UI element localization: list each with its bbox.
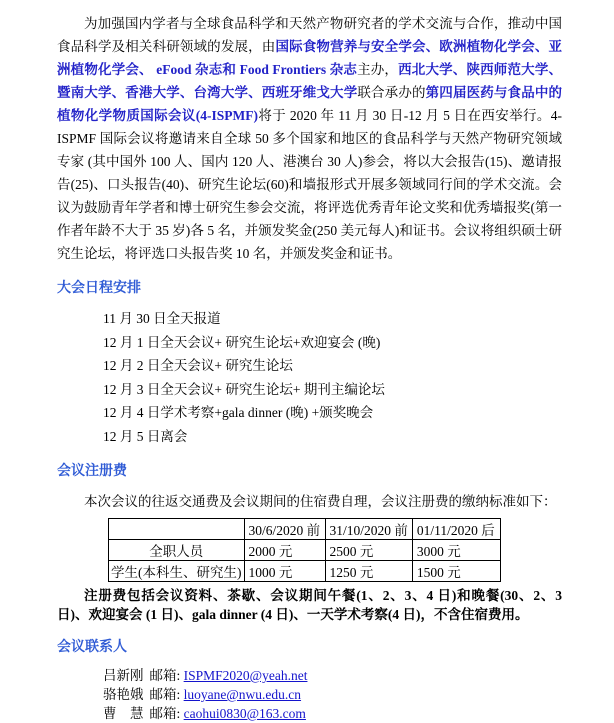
fees-table-header-row <box>109 519 501 540</box>
intro-segment: 第四届医药与食品中的植物化学物质国际会议(4-ISPMF) <box>57 85 563 123</box>
contact-email-label: 邮箱: <box>149 668 181 683</box>
registration-intro: 本次会议的往返交通费及会议期间的住宿费自理，会议注册费的缴纳标准如下： <box>84 494 557 509</box>
schedule-item: 12 月 5 日离会 <box>103 428 188 444</box>
fees-value-cell: 3000 元 <box>412 540 500 561</box>
fees-table-row <box>109 540 501 561</box>
intro-segment: 将于 2020 年 11 月 30 日-12 月 5 日在西安举行。4-ISPMF 国际会议将邀请来自全球 50 多个国家和地区的食品科学与天然产物研究领域专家 (其中国外 100 人、国内 120 人、港澳台 30 人)参会，将以大会报告(15)、邀请报告(25)、口头报告(40)、研究生论坛(60)和墙报形式开展多领域同行间的学术交流。会议为鼓励青年学者和博士研究生参会交流，将评选优秀青年论文奖和优秀墙报奖(第一作者年龄不大于 35 岁)各 5 名，并颁发奖金(250 美元每人)和证书。会议将组织硕士研究生论坛，将评选口头报告奖 10 名，并颁发奖金和证书。 <box>57 108 563 261</box>
contact-name: 吕新刚 <box>103 668 144 683</box>
schedule-item: 12 月 1 日全天会议+ 研究生论坛+欢迎宴会 (晚) <box>103 334 381 350</box>
fees-value-cell: 2000 元 <box>244 540 325 561</box>
fees-row-label: 全职人员 <box>109 540 245 561</box>
schedule-list <box>103 307 562 448</box>
contact-email-link[interactable]: luoyane@nwu.edu.cn <box>183 687 302 702</box>
schedule-item: 12 月 4 日学术考察+gala dinner (晚) +颁奖晚会 <box>103 405 374 420</box>
schedule-item: 12 月 2 日全天会议+ 研究生论坛 <box>103 358 293 373</box>
contact-email-label: 邮箱: <box>149 687 181 702</box>
fees-table-header-cell: 30/6/2020 前 <box>244 519 325 540</box>
fees-table-header-cell <box>109 519 245 540</box>
contact-name: 曹 慧 <box>103 706 144 721</box>
intro-paragraph <box>57 12 562 265</box>
contact-name: 骆艳娥 <box>103 687 144 702</box>
intro-segment: 为加强国内学者与全球食品科学和天然产物研究者的学术交流与合作，推动中国食品科学及相关科研领域的发展，由 <box>57 16 562 54</box>
contact-row <box>103 704 562 723</box>
contact-row <box>103 666 562 685</box>
contacts-list <box>103 666 562 723</box>
fees-table-header-cell: 31/10/2020 前 <box>325 519 412 540</box>
fees-value-cell: 2500 元 <box>325 540 412 561</box>
fees-value-cell: 1000 元 <box>244 561 325 582</box>
intro-segment: 联合承办的 <box>357 85 426 100</box>
intro-segment: 西北大学、陕西师范大学、暨南大学、香港大学、台湾大学、西班牙维戈大学 <box>57 62 563 100</box>
schedule-heading: 大会日程安排 <box>57 281 141 296</box>
contacts-heading: 会议联系人 <box>57 640 127 655</box>
fees-table <box>108 518 501 582</box>
fees-row-label: 学生(本科生、研究生) <box>109 561 245 582</box>
contact-email-link[interactable]: caohui0830@163.com <box>183 706 306 721</box>
fees-table-header-cell: 01/11/2020 后 <box>412 519 500 540</box>
fees-value-cell: 1500 元 <box>412 561 500 582</box>
schedule-item: 11 月 30 日全天报道 <box>103 311 221 326</box>
registration-heading: 会议注册费 <box>57 464 127 479</box>
registration-note: 注册费包括会议资料、茶歇、会议期间午餐(1、2、3、4 日)和晚餐(30、2、3 日)、欢迎宴会 (1 日)、gala dinner (4 日)、一天学术考察(4 日)，不含住宿费用。 <box>57 588 562 622</box>
intro-segment: 主办， <box>357 62 399 77</box>
contact-email-link[interactable]: ISPMF2020@yeah.net <box>183 668 308 683</box>
contact-row <box>103 685 562 704</box>
fees-table-row <box>109 561 501 582</box>
schedule-item: 12 月 3 日全天会议+ 研究生论坛+ 期刊主编论坛 <box>103 381 385 397</box>
contact-email-label: 邮箱: <box>149 706 181 721</box>
intro-segment: 国际食物营养与安全学会、欧洲植物化学会、亚洲植物化学会、 eFood 杂志和 Food Frontiers 杂志 <box>57 39 563 77</box>
fees-value-cell: 1250 元 <box>325 561 412 582</box>
